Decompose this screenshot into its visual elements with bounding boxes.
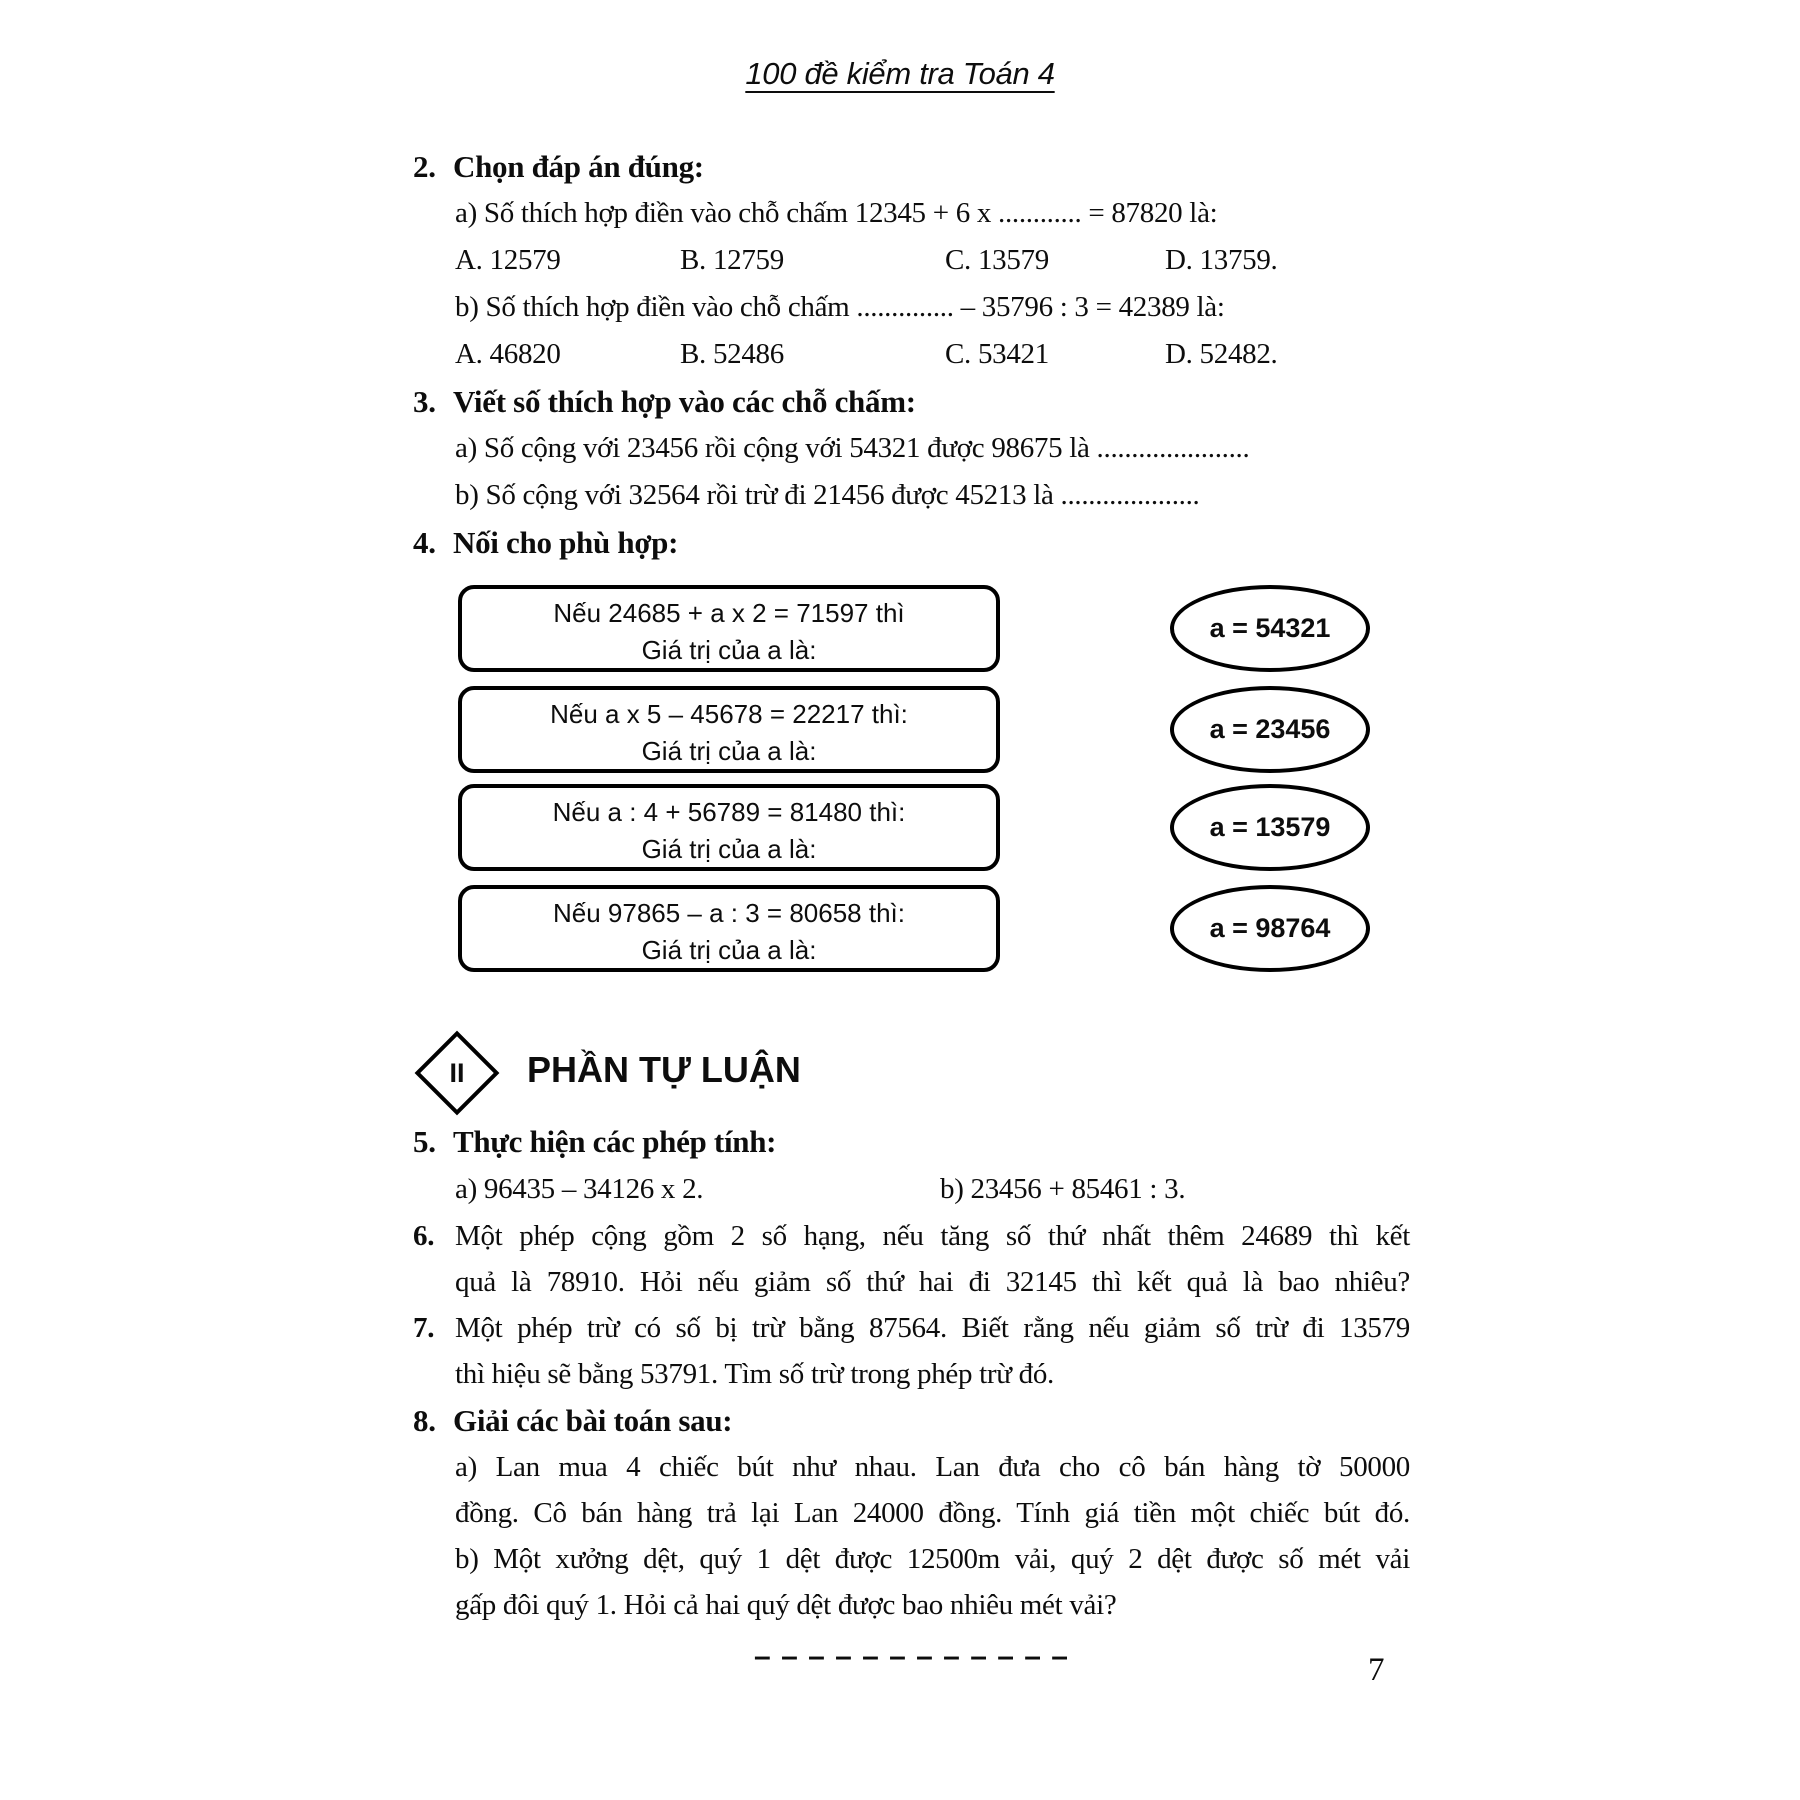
q3-title: Viết số thích hợp vào các chỗ chấm:	[453, 384, 916, 419]
match-box-2-prompt: Giá trị của a là:	[641, 736, 817, 766]
option-c: C. 53421	[945, 338, 1049, 370]
match-answer-2: a = 23456	[1170, 686, 1370, 773]
q8-heading	[413, 1397, 1410, 1444]
option-d: D. 52482.	[1165, 338, 1278, 370]
match-box-4	[458, 885, 1000, 972]
match-box-1-prompt: Giá trị của a là:	[641, 635, 817, 665]
option-d: D. 13759.	[1165, 244, 1278, 276]
option-b: B. 52486	[680, 338, 784, 370]
q3-number: 3.	[413, 384, 436, 419]
match-box-4-condition: Nếu 97865 – a : 3 = 80658 thì:	[552, 898, 905, 928]
q2-options-b	[455, 331, 1410, 378]
multiple-choice-section	[413, 143, 1410, 566]
q5-number: 5.	[413, 1124, 436, 1159]
q7-text	[455, 1305, 1410, 1397]
match-box-1-condition: Nếu 24685 + a x 2 = 71597 thì	[553, 598, 905, 628]
q6-number: 6.	[413, 1220, 435, 1252]
match-box-3-prompt: Giá trị của a là:	[641, 834, 817, 864]
match-box-1	[458, 585, 1000, 672]
matching-exercise	[415, 585, 1412, 980]
q6-item	[413, 1213, 1410, 1305]
q3-line-a: a) Số cộng với 23456 rồi cộng với 54321 được 98675 là ......................	[455, 432, 1250, 464]
match-answer-3: a = 13579	[1170, 784, 1370, 871]
q2-line-b: b) Số thích hợp điền vào chỗ chấm .............. – 35796 : 3 = 42389 là:	[455, 291, 1225, 323]
option-c: C. 13579	[945, 244, 1049, 276]
match-answer-1: a = 54321	[1170, 585, 1370, 672]
q8-part-b	[413, 1536, 1410, 1628]
q8a-line-1: a) Lan mua 4 chiếc bút như nhau. Lan đưa cho cô bán hàng tờ 50000	[455, 1451, 1410, 1483]
page-title: 100 đề kiểm tra Toán 4	[745, 56, 1055, 91]
section-title: PHẦN TỰ LUẬN	[527, 1049, 801, 1090]
q8-part-a-text	[455, 1444, 1410, 1536]
q7-line-2: thì hiệu sẽ bằng 53791. Tìm số trừ trong phép trừ đó.	[455, 1358, 1054, 1390]
q3-heading	[413, 378, 1410, 425]
match-box-3-condition: Nếu a : 4 + 56789 = 81480 thì:	[552, 797, 906, 827]
match-box-3	[458, 784, 1000, 871]
q5-parts	[455, 1165, 1410, 1213]
q2-line-a: a) Số thích hợp điền vào chỗ chấm 12345 + 6 x ............ = 87820 là:	[455, 197, 1218, 229]
q5-heading	[413, 1118, 1410, 1165]
match-box-2-condition: Nếu a x 5 – 45678 = 22217 thì:	[550, 699, 908, 729]
q8-part-a	[413, 1444, 1410, 1536]
separator-dashes: – – – – – – – – – – – –	[754, 1640, 1069, 1673]
q7-item	[413, 1305, 1410, 1397]
section-marker-diamond	[415, 1031, 500, 1116]
q2-number: 2.	[413, 149, 436, 184]
option-b: B. 12759	[680, 244, 784, 276]
q7-line-1: Một phép trừ có số bị trừ bằng 87564. Biết rằng nếu giảm số trừ đi 13579	[455, 1312, 1410, 1344]
q8-title: Giải các bài toán sau:	[453, 1403, 733, 1438]
q8-number: 8.	[413, 1403, 436, 1438]
q2-title: Chọn đáp án đúng:	[453, 149, 704, 184]
q6-line-1: Một phép cộng gồm 2 số hạng, nếu tăng số thứ nhất thêm 24689 thì kết	[455, 1220, 1410, 1252]
q3-line-b: b) Số cộng với 32564 rồi trừ đi 21456 được 45213 là ....................	[455, 479, 1200, 511]
page-number: 7	[1368, 1652, 1385, 1688]
q5-part-b: b) 23456 + 85461 : 3.	[940, 1173, 1186, 1205]
option-a: A. 46820	[455, 338, 561, 370]
q6-line-2: quả là 78910. Hỏi nếu giảm số thứ hai đi 32145 thì kết quả là bao nhiêu?	[455, 1266, 1410, 1298]
match-box-4-prompt: Giá trị của a là:	[641, 935, 817, 965]
q4-number: 4.	[413, 525, 436, 560]
match-answer-4: a = 98764	[1170, 885, 1370, 972]
q6-text	[455, 1213, 1410, 1305]
section-marker-label: II	[449, 1057, 465, 1088]
q8b-line-1: b) Một xưởng dệt, quý 1 dệt được 12500m vải, quý 2 dệt được số mét vải	[455, 1543, 1410, 1575]
q4-heading	[413, 519, 1410, 566]
q7-number: 7.	[413, 1312, 435, 1344]
q5-title: Thực hiện các phép tính:	[453, 1124, 777, 1159]
essay-section	[413, 1118, 1410, 1680]
q2-heading	[413, 143, 1410, 190]
match-box-2	[458, 686, 1000, 773]
q8-part-b-text	[455, 1536, 1410, 1628]
q8b-line-2: gấp đôi quý 1. Hỏi cả hai quý dệt được bao nhiêu mét vải?	[455, 1589, 1117, 1621]
q5-part-a: a) 96435 – 34126 x 2.	[455, 1173, 704, 1205]
option-a: A. 12579	[455, 244, 561, 276]
q8a-line-2: đồng. Cô bán hàng trả lại Lan 24000 đồng. Tính giá tiền một chiếc bút đó.	[455, 1497, 1410, 1529]
q4-title: Nối cho phù hợp:	[453, 525, 679, 560]
q2-options-a	[455, 237, 1410, 284]
